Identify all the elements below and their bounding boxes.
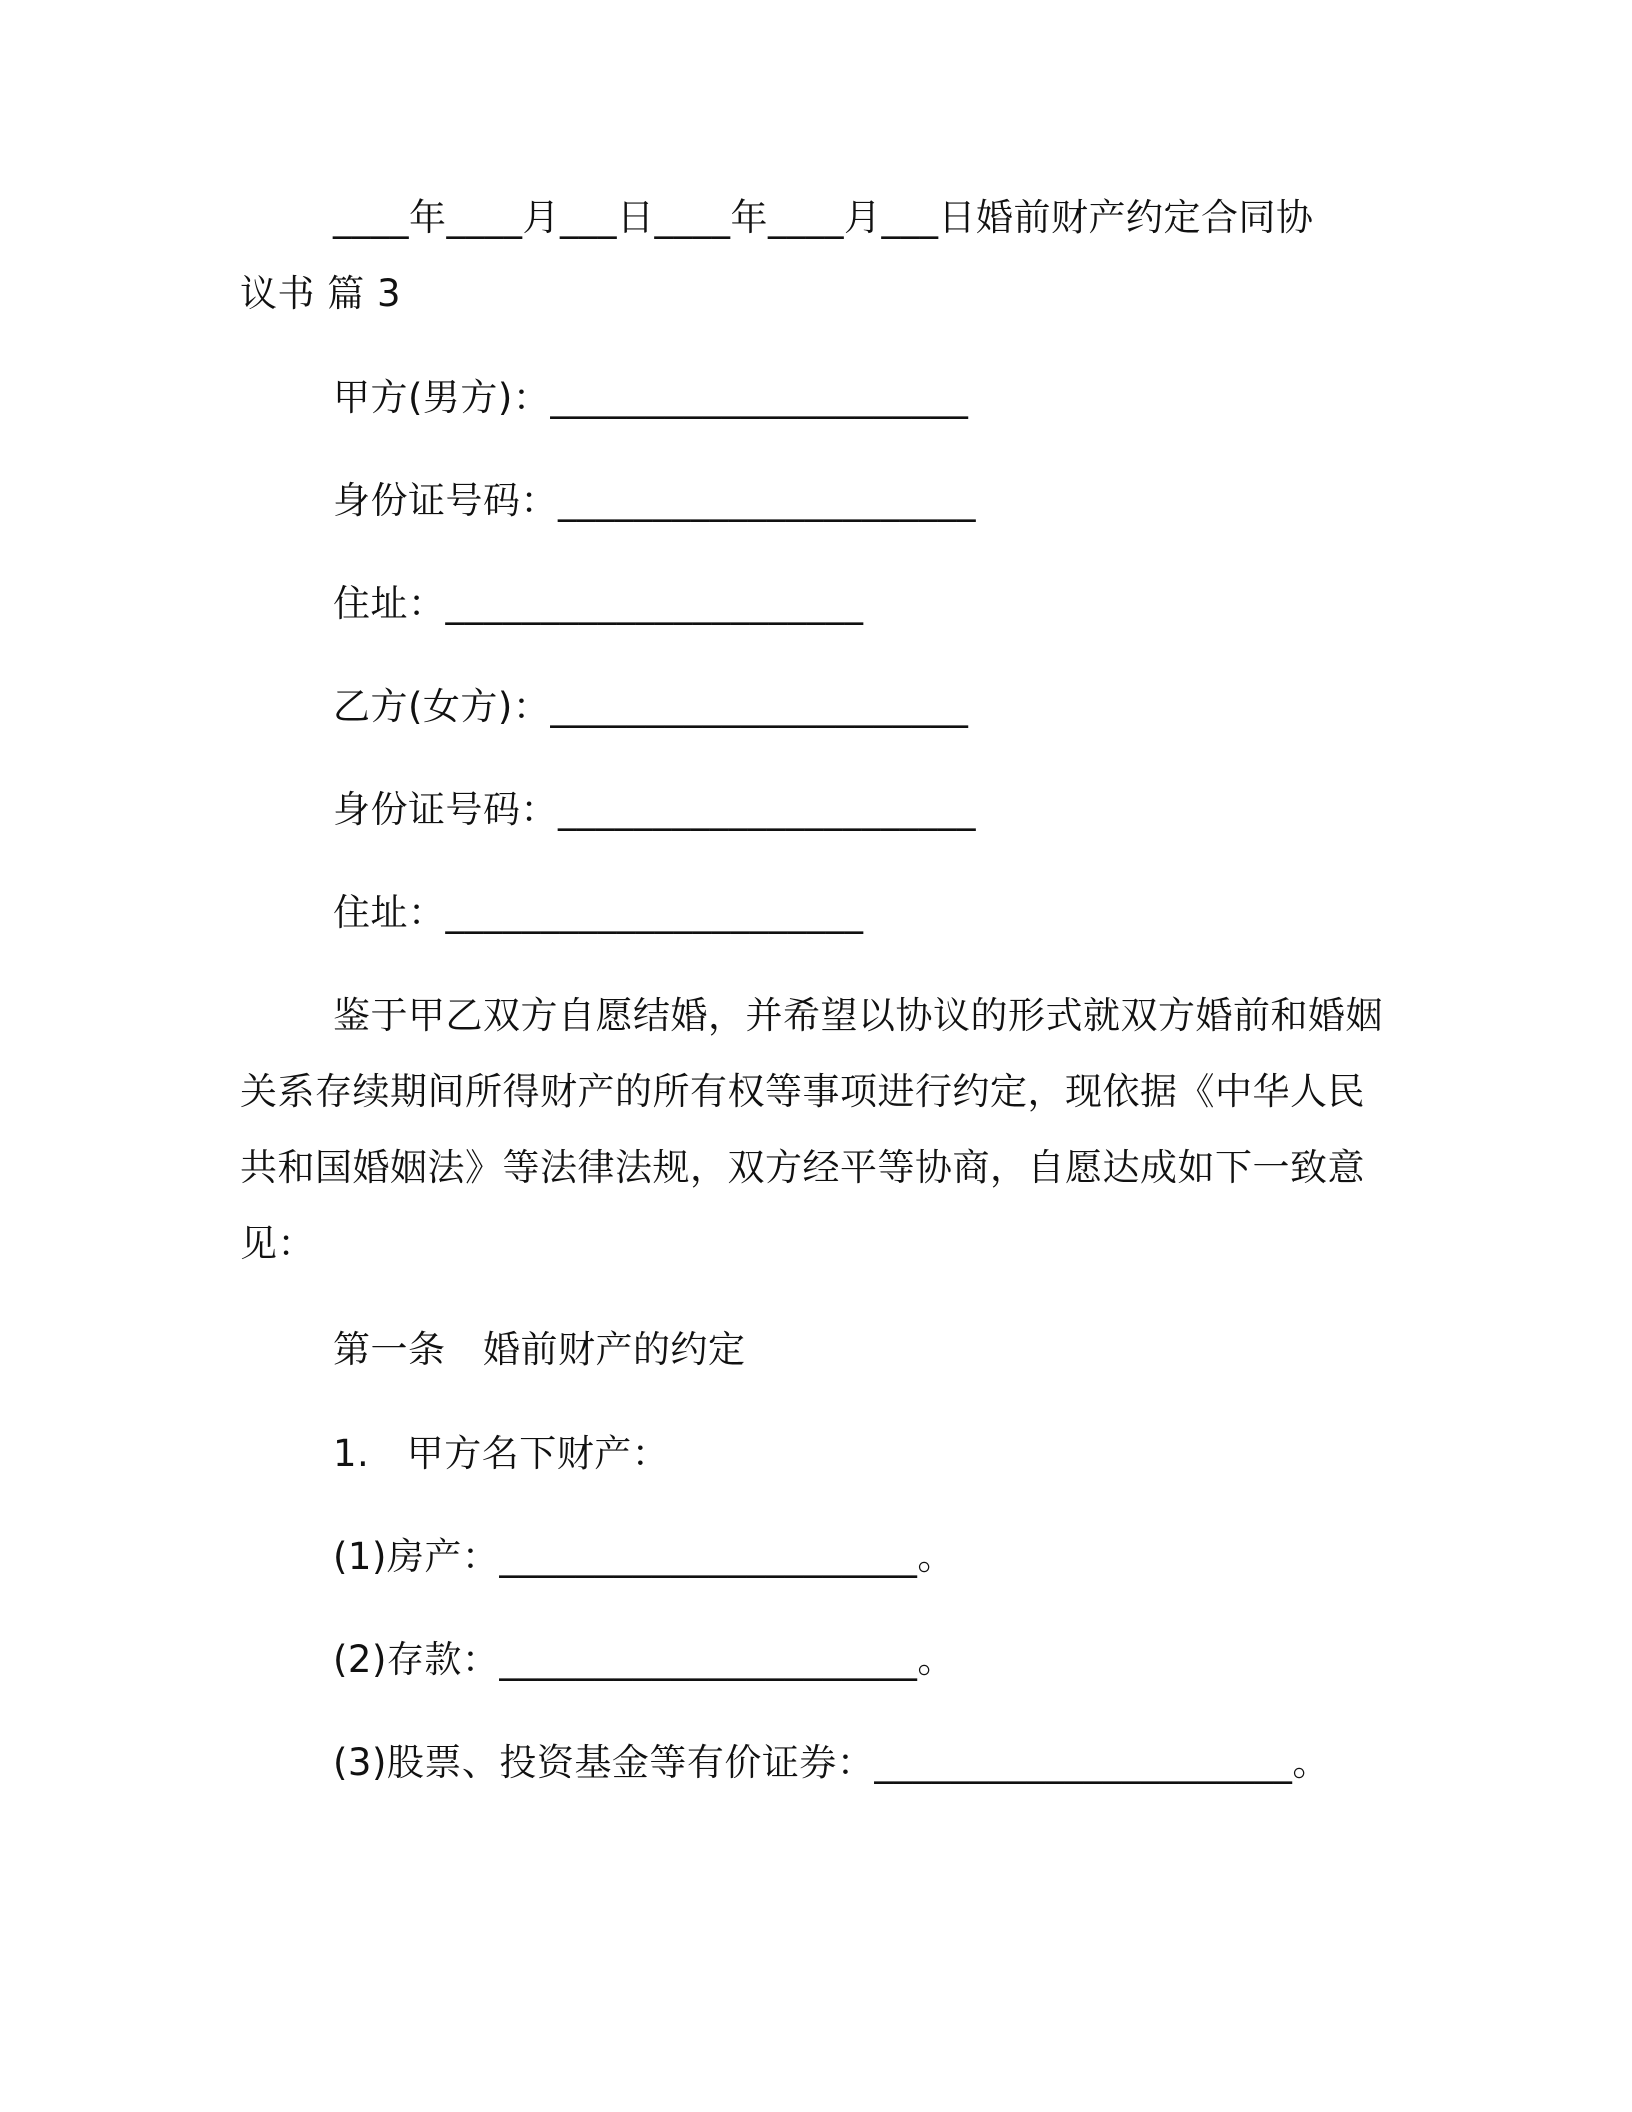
party-b-id-field: 身份证号码：______________________ [333, 788, 976, 831]
item-1-property: (1)房产：______________________。 [333, 1535, 955, 1578]
party-a-address-field: 住址：______________________ [333, 582, 864, 625]
preamble-line-2: 关系存续期间所得财产的所有权等事项进行约定，现依据《中华人民 [240, 1070, 1365, 1113]
preamble-line-4: 见： [240, 1222, 315, 1265]
party-a-id-field: 身份证号码：______________________ [333, 479, 976, 522]
preamble-line-1: 鉴于甲乙双方自愿结婚，并希望以协议的形式就双方婚前和婚姻 [333, 994, 1383, 1037]
item-1-title: 1. 甲方名下财产： [333, 1432, 670, 1475]
item-1-securities: (3)股票、投资基金等有价证券：______________________。 [333, 1741, 1330, 1784]
document-title-line-1: ____年____月___日____年____月___日婚前财产约定合同协 [333, 196, 1314, 239]
item-1-savings: (2)存款：______________________。 [333, 1638, 955, 1681]
party-a-field: 甲方(男方)：______________________ [333, 376, 969, 419]
article-1-title: 第一条 婚前财产的约定 [333, 1328, 746, 1371]
document-title-line-2: 议书 篇 3 [240, 272, 402, 315]
preamble-line-3: 共和国婚姻法》等法律法规，双方经平等协商，自愿达成如下一致意 [240, 1146, 1365, 1189]
party-b-address-field: 住址：______________________ [333, 891, 864, 934]
party-b-field: 乙方(女方)：______________________ [333, 685, 969, 728]
